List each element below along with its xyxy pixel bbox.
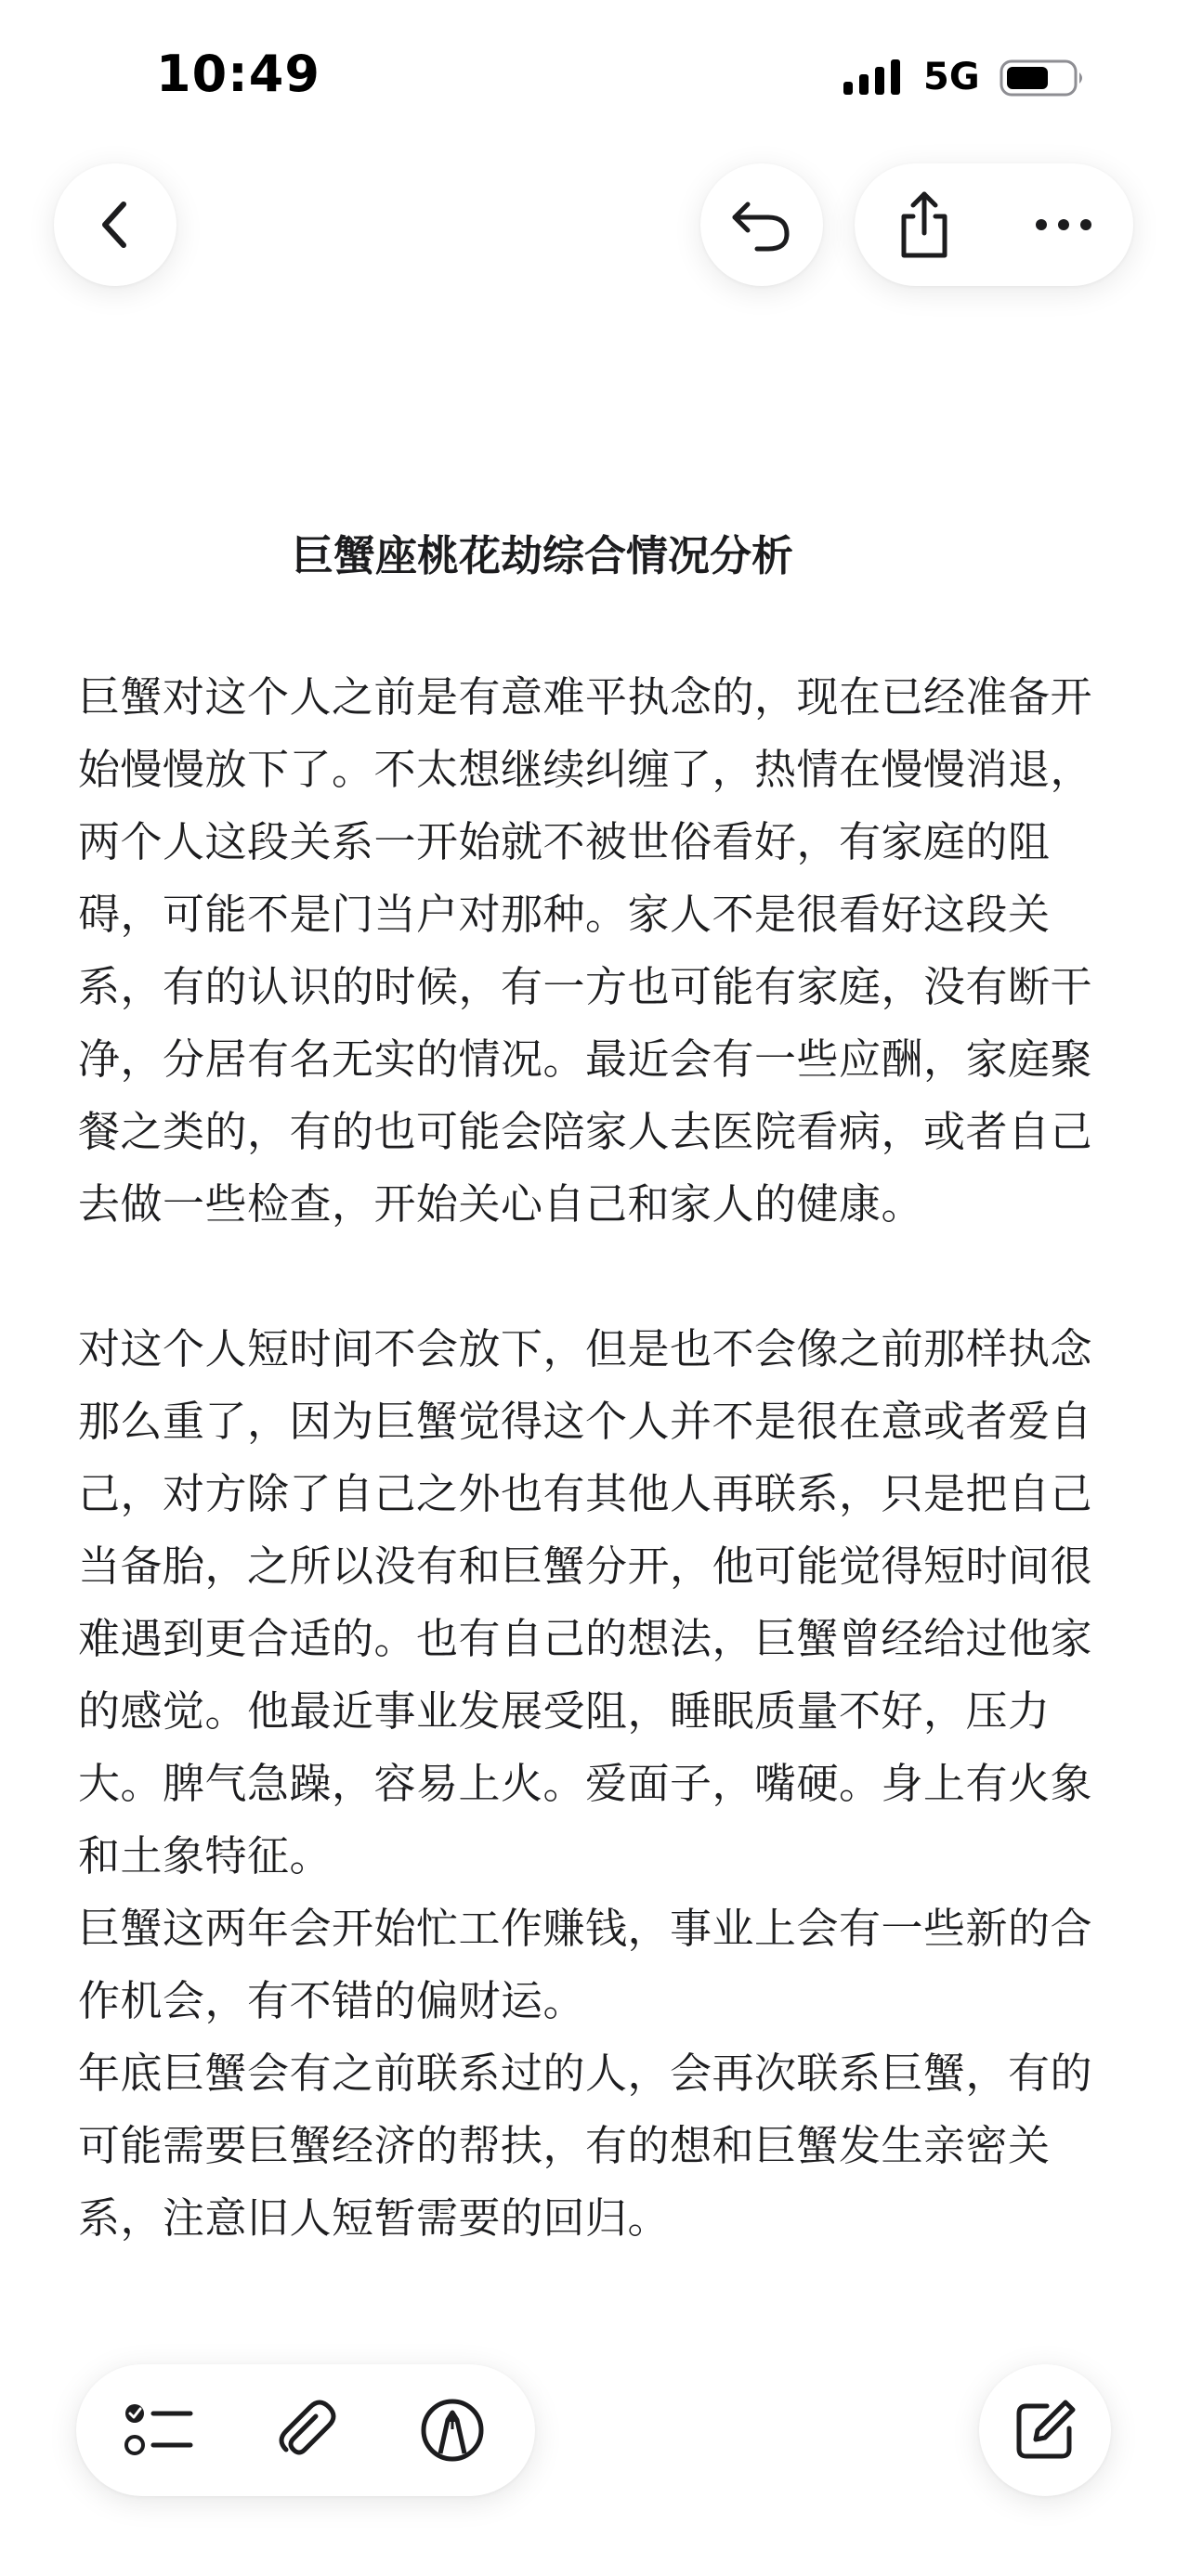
markup-button[interactable] [383, 2364, 522, 2496]
network-type: 5G [923, 56, 980, 98]
note-paragraph: 对这个人短时间不会放下，但是也不会像之前那样执念那么重了，因为巨蟹觉得这个人并不是很在意或者爱自己，对方除了自己之外也有其他人再联系，只是把自己当备胎，之所以没有和巨蟹分开，他可能觉得短时间很难遇到更合适的。也有自己的想法，巨蟹曾经给过他家的感觉。他最近事业发展受阻，睡眠质量不好，压力大。脾气急躁，容易上火。爱面子，嘴硬。身上有火象和土象特征。 [78, 1324, 1093, 1880]
status-time: 10:49 [156, 45, 320, 103]
cellular-signal-icon [842, 58, 907, 97]
attach-button[interactable] [236, 2364, 375, 2496]
format-toolbar [76, 2364, 535, 2496]
note-paragraph: 巨蟹这两年会开始忙工作赚钱，事业上会有一些新的合作机会，有不错的偏财运。 [78, 1904, 1093, 2025]
markup-pen-icon [420, 2398, 485, 2463]
share-button[interactable] [855, 163, 994, 286]
back-button[interactable] [54, 163, 176, 286]
undo-icon [729, 195, 794, 254]
checklist-icon [124, 2400, 194, 2460]
compose-icon [1012, 2397, 1078, 2464]
note-title[interactable]: 巨蟹座桃花劫综合情况分析 [291, 531, 793, 580]
share-icon [895, 190, 954, 259]
paperclip-icon [273, 2398, 338, 2463]
compose-button[interactable] [979, 2364, 1111, 2496]
checklist-button[interactable] [89, 2364, 229, 2496]
note-paragraph: 年底巨蟹会有之前联系过的人，会再次联系巨蟹，有的可能需要巨蟹经济的帮扶，有的想和巨蟹发生亲密关系，注意旧人短暂需要的回归。 [78, 2049, 1093, 2243]
share-more-group [855, 163, 1133, 286]
chevron-left-icon [92, 197, 138, 253]
note-body[interactable] [78, 661, 1111, 2255]
ellipsis-icon [1034, 217, 1093, 232]
more-button[interactable] [994, 163, 1133, 286]
battery-icon [1000, 58, 1087, 98]
undo-button[interactable] [700, 163, 823, 286]
note-paragraph: 巨蟹对这个人之前是有意难平执念的，现在已经准备开始慢慢放下了。不太想继续纠缠了，热情在慢慢消退，两个人这段关系一开始就不被世俗看好，有家庭的阻碍，可能不是门当户对那种。家人不是很看好这段关系，有的认识的时候，有一方也可能有家庭，没有断干净，分居有名无实的情况。最近会有一些应酬，家庭聚餐之类的，有的也可能会陪家人去医院看病，或者自己去做一些检查，开始关心自己和家人的健康。 [78, 672, 1093, 1229]
status-bar [0, 0, 1189, 158]
